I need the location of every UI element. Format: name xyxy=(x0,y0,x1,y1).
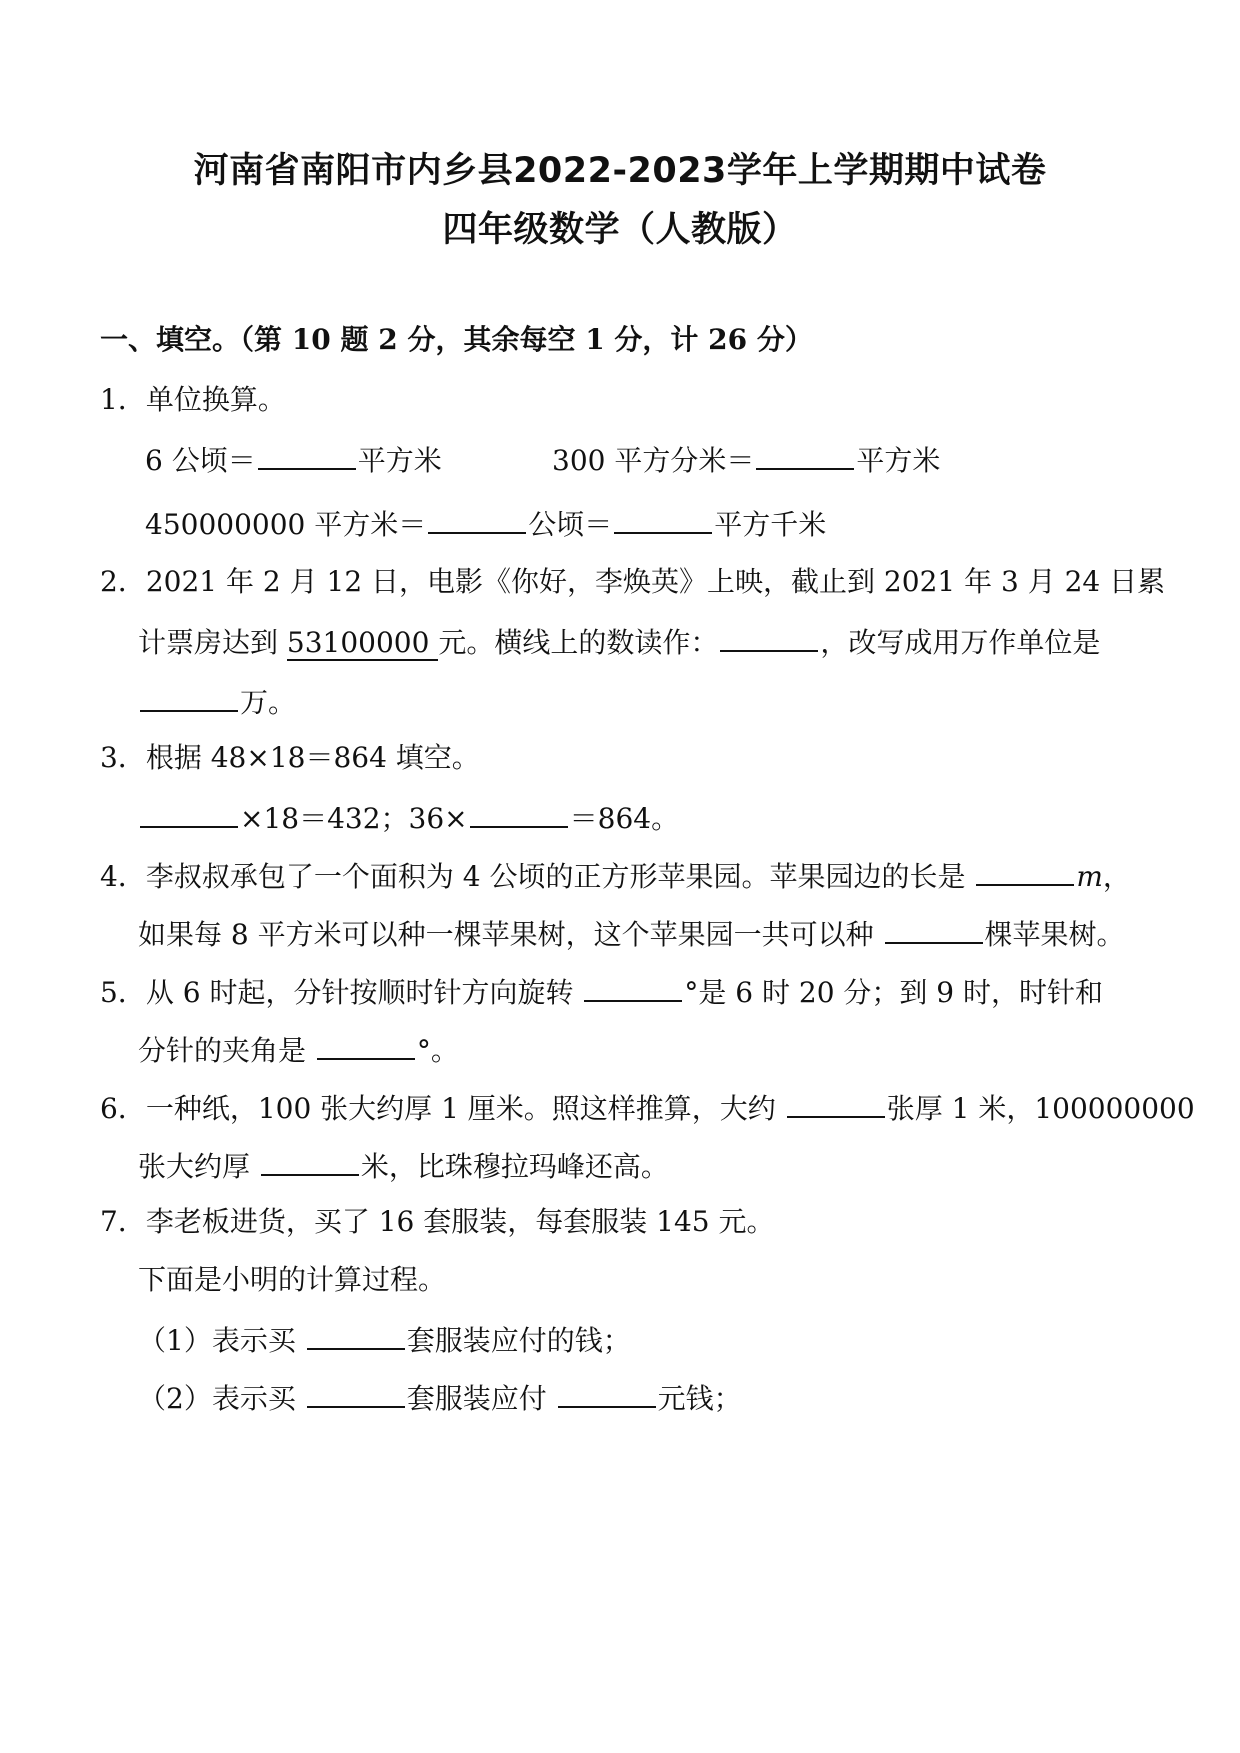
sub-text: 套服装应付的钱； xyxy=(406,1324,631,1357)
question-1 xyxy=(100,380,286,420)
question-6-line-1 xyxy=(100,1086,1195,1129)
question-5-line-1 xyxy=(100,970,1103,1013)
answer-blank[interactable] xyxy=(787,1086,885,1118)
answer-blank[interactable] xyxy=(428,502,526,534)
answer-blank[interactable] xyxy=(976,854,1074,886)
answer-blank[interactable] xyxy=(584,970,682,1002)
question-number: 6． xyxy=(100,1092,146,1125)
part-text: 平方千米 xyxy=(714,508,827,541)
question-5-line-2 xyxy=(138,1028,459,1071)
question-number: 2． xyxy=(100,565,146,598)
question-text: ， xyxy=(1102,860,1131,893)
question-text: 一种纸，100 张大约厚 1 厘米。照这样推算，大约 xyxy=(145,1092,785,1125)
section-heading: 一、填空。（第 10 题 2 分，其余每空 1 分，计 26 分） xyxy=(100,323,813,356)
part-text: 公顷＝ xyxy=(528,508,613,541)
part-text: ×18＝432；36× xyxy=(240,802,468,835)
part-text: 450000000 平方米＝ xyxy=(145,508,427,541)
part-text: ＝864。 xyxy=(569,802,680,835)
answer-blank[interactable] xyxy=(317,1028,415,1060)
answer-blank[interactable] xyxy=(558,1376,656,1408)
answer-blank[interactable] xyxy=(258,438,356,470)
sub-text: （1）表示买 xyxy=(138,1324,305,1357)
question-4-line-2 xyxy=(138,912,1125,955)
underlined-number: 53100000 xyxy=(286,626,439,659)
question-3 xyxy=(100,738,480,778)
question-7 xyxy=(100,1202,775,1242)
question-text: 元。横线上的数读作： xyxy=(438,626,719,659)
question-text: 棵苹果树。 xyxy=(984,918,1125,951)
question-text: 2021 年 2 月 12 日，电影《你好，李焕英》上映，截止到 2021 年 3 月 24 日累 xyxy=(145,565,1166,598)
answer-blank[interactable] xyxy=(140,796,238,828)
part-text: 平方米 xyxy=(856,444,941,477)
question-text: 从 6 时起，分针按顺时针方向旋转 xyxy=(145,976,583,1009)
question-2-line-3 xyxy=(138,680,296,723)
answer-blank[interactable] xyxy=(756,438,854,470)
question-6-line-2 xyxy=(138,1144,669,1187)
question-text: 计票房达到 xyxy=(138,626,287,659)
part-text: 300 平方分米＝ xyxy=(552,444,755,477)
question-text: 李老板进货，买了 16 套服装，每套服装 145 元。 xyxy=(145,1205,775,1238)
answer-blank[interactable] xyxy=(140,680,238,712)
answer-blank[interactable] xyxy=(470,796,568,828)
question-text: 分针的夹角是 xyxy=(138,1034,315,1067)
question-3-parts xyxy=(138,796,679,839)
question-text: 万。 xyxy=(240,686,297,719)
sub-text: 元钱； xyxy=(657,1382,742,1415)
unit-text: m xyxy=(1076,860,1103,893)
question-text: ，改写成用万作单位是 xyxy=(820,626,1101,659)
question-7-sub-1 xyxy=(138,1318,631,1361)
question-text: 米，比珠穆拉玛峰还高。 xyxy=(360,1150,669,1183)
question-number: 1． xyxy=(100,383,146,416)
part-text: 6 公顷＝ xyxy=(145,444,256,477)
question-7-sub-2 xyxy=(138,1376,742,1419)
answer-blank[interactable] xyxy=(720,620,818,652)
question-1-part-a xyxy=(145,438,442,481)
sub-text: 套服装应付 xyxy=(406,1382,556,1415)
question-text: °是 6 时 20 分；到 9 时，时针和 xyxy=(684,976,1104,1009)
exam-subtitle: 四年级数学（人教版） xyxy=(442,210,798,250)
question-text: 单位换算。 xyxy=(145,383,286,416)
sub-text: （2）表示买 xyxy=(138,1382,305,1415)
question-2-line-2 xyxy=(138,620,1100,663)
question-number: 5． xyxy=(100,976,146,1009)
question-text: 张大约厚 xyxy=(138,1150,259,1183)
question-number: 7． xyxy=(100,1205,146,1238)
question-2-line-1 xyxy=(100,562,1165,602)
answer-blank[interactable] xyxy=(307,1376,405,1408)
question-1-part-c xyxy=(145,502,826,545)
exam-title: 河南省南阳市内乡县2022-2023学年上学期期中试卷 xyxy=(193,151,1047,191)
question-1-part-b xyxy=(552,438,940,481)
answer-blank[interactable] xyxy=(307,1318,405,1350)
question-7-line-2: 下面是小明的计算过程。 xyxy=(138,1263,447,1296)
answer-blank[interactable] xyxy=(614,502,712,534)
part-text: 平方米 xyxy=(357,444,442,477)
answer-blank[interactable] xyxy=(261,1144,359,1176)
question-text: 如果每 8 平方米可以种一棵苹果树，这个苹果园一共可以种 xyxy=(138,918,883,951)
question-text: 根据 48×18＝864 填空。 xyxy=(145,741,480,774)
question-number: 3． xyxy=(100,741,146,774)
question-number: 4． xyxy=(100,860,146,893)
question-4-line-1 xyxy=(100,854,1131,897)
answer-blank[interactable] xyxy=(885,912,983,944)
question-text: 张厚 1 米，100000000 xyxy=(886,1092,1195,1125)
question-text: 李叔叔承包了一个面积为 4 公顷的正方形苹果园。苹果园边的长是 xyxy=(145,860,975,893)
question-text: °。 xyxy=(416,1034,459,1067)
